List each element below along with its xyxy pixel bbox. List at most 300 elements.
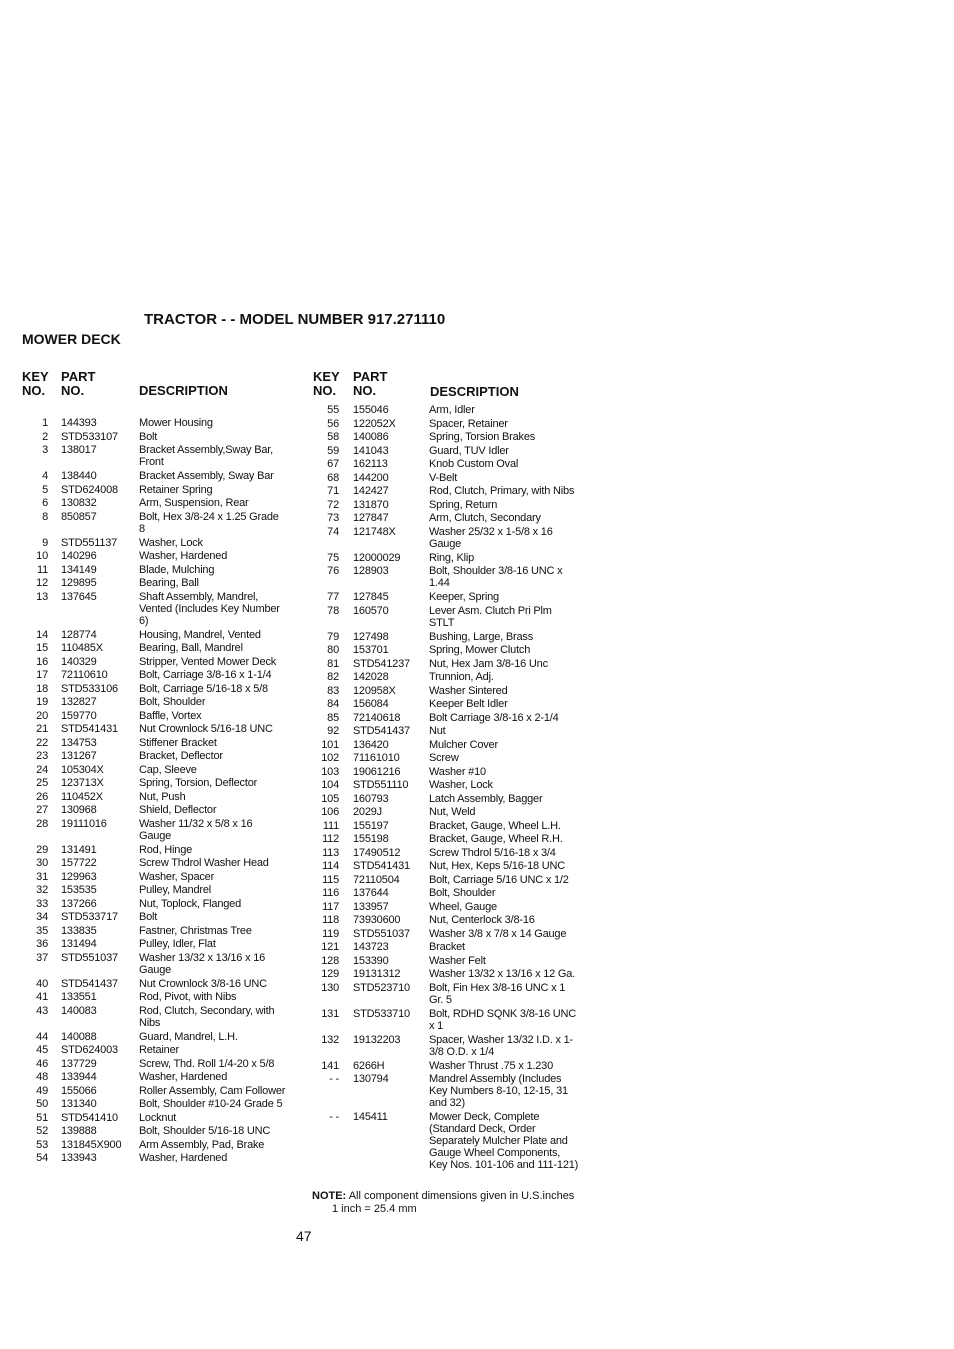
key-number: 10 [36,550,48,562]
table-row [22,952,295,977]
description-line: Washer 25/32 x 1-5/8 x 16 [429,525,553,538]
table-row [312,901,587,913]
key-number: 31 [36,870,48,883]
description [139,1085,295,1097]
table-row [312,955,587,967]
part-number: 140088 [61,1030,97,1043]
key-number: 52 [36,1125,48,1137]
part-number: 72110504 [353,873,400,886]
description-line: Washer 11/32 x 5/8 x 16 [139,817,253,830]
description-line: Wheel, Gauge [429,900,497,913]
description [139,764,295,776]
description-line: Screw Thdrol 5/16-18 x 3/4 [429,846,556,859]
description [429,779,587,791]
key-number: 16 [36,655,48,668]
table-row [312,485,587,497]
key-number: 132 [321,1033,339,1046]
description-line: Rod, Clutch, Secondary, with [139,1004,275,1017]
part-number: 128903 [353,565,389,577]
description [429,914,587,926]
table-row [312,1060,587,1072]
description-line: Washer, Hardened [139,550,228,562]
part-number: 155066 [61,1084,97,1097]
description-line: Shaft Assembly, Mandrel, [139,590,259,603]
table-row [22,1112,295,1124]
description [429,605,587,629]
key-number: 56 [327,417,339,430]
description [139,1112,295,1124]
description [429,887,587,899]
part-number: 2029J [353,806,382,818]
table-row [22,511,295,536]
table-row [22,497,295,509]
part-number: 131491 [61,843,97,856]
table-row [312,928,587,940]
table-row [22,884,295,896]
key-number: 105 [321,792,339,805]
description-line: Gauge [429,537,462,550]
description [429,445,587,457]
key-number: 12 [36,577,48,589]
part-number: STD551137 [61,536,118,549]
part-number: STD523710 [353,981,410,994]
description-line: Spring, Mower Clutch [429,644,531,656]
description-line: Nut, Weld [429,806,476,818]
description [429,860,587,872]
description [429,941,587,953]
description [429,658,587,670]
part-number: STD541237 [353,657,410,670]
table-row [312,806,587,818]
description [139,564,295,576]
description [139,470,295,482]
part-number: 138440 [61,470,97,482]
table-row [22,1152,295,1164]
table-row [22,1058,295,1070]
key-number: 78 [327,604,339,617]
description [139,1071,295,1083]
key-number: 79 [327,630,339,643]
description [429,968,587,980]
key-number: 121 [321,941,339,953]
key-number: 30 [36,857,48,869]
key-number: 37 [36,951,48,964]
description-line: Trunnion, Adj. [429,671,494,683]
table-row [22,656,295,668]
key-number: 114 [322,860,339,872]
description [139,431,295,443]
table-row [312,725,587,737]
description-line: x 1 [429,1019,444,1032]
description [139,710,295,722]
part-number: 134149 [61,563,97,576]
table-row [22,1139,295,1151]
part-number: 159770 [61,709,97,722]
description-line: 8 [139,522,145,535]
description [139,511,295,535]
key-number: 112 [322,833,339,845]
description-line: Washer 3/8 x 7/8 x 14 Gauge [429,927,567,940]
key-number: 13 [36,590,48,603]
table-row [22,737,295,749]
key-number: 28 [36,817,48,830]
key-number: 5 [42,483,48,496]
description [429,1060,587,1072]
description-line: Mower Housing [139,417,213,429]
part-number: 155198 [353,833,389,845]
part-number: 6266H [353,1059,385,1072]
description [139,669,295,681]
description-line: V-Belt [429,471,458,484]
description [429,458,587,470]
table-row [312,833,587,845]
description-line: Front [139,456,164,468]
part-number: 134753 [61,736,97,749]
description-line: Ring, Klip [429,551,475,564]
description [139,497,295,509]
key-number: 80 [327,644,339,656]
part-number: STD541431 [353,860,410,872]
description [139,1152,295,1164]
part-number: 105304X [61,763,104,776]
description-line: Fastner, Christmas Tree [139,924,252,937]
description-line: 1.44 [429,577,450,589]
description-line: Washer 13/32 x 13/16 x 12 Ga. [429,968,576,980]
description [429,955,587,967]
table-row [22,938,295,950]
description [429,793,587,805]
table-row [312,860,587,872]
note-line-1: All component dimensions given in U.S.inches [348,1190,575,1202]
table-row [22,550,295,562]
part-number: 153390 [353,954,389,967]
table-row [22,1098,295,1110]
description-line: Arm, Suspension, Rear [139,497,249,509]
table-row [22,470,295,482]
page-title: TRACTOR - - MODEL NUMBER 917.271110 [144,311,446,328]
description-line: Nut Crownlock 3/8-16 UNC [139,977,267,990]
description-line: STLT [429,616,455,629]
description-line: Housing, Mandrel, Vented [139,628,261,641]
description [429,1008,587,1032]
key-number: 59 [327,444,339,457]
part-number: 132827 [61,696,97,708]
part-number: 160793 [353,792,389,805]
description [429,820,587,832]
part-number: 129963 [61,870,97,883]
key-number: 85 [327,711,339,724]
header-key-right: KEY NO. [313,369,340,398]
description [139,591,295,627]
table-row [22,591,295,628]
description [139,577,295,589]
description [139,991,295,1003]
table-row [312,968,587,980]
description-line: Locknut [139,1111,177,1124]
part-number: STD551037 [61,951,118,964]
description [139,1031,295,1043]
description-line: Washer, Spacer [139,870,215,883]
key-number: 29 [36,843,48,856]
part-number: 131267 [61,750,97,762]
description [139,844,295,856]
description-line: Bracket Assembly,Sway Bar, [139,444,273,456]
description-line: Bolt [139,430,158,443]
key-number: 23 [36,750,48,762]
description [429,874,587,886]
part-number: 12000029 [353,551,401,564]
part-number: 145411 [353,1111,388,1123]
description-line: Nut, Toplock, Flanged [139,897,241,910]
description [139,1005,295,1029]
description [139,1139,295,1151]
table-row [22,991,295,1003]
table-row [312,605,587,630]
description-line: (Standard Deck, Order [429,1123,536,1135]
description-line: Stiffener Bracket [139,736,217,749]
part-number: STD541437 [61,977,118,990]
table-row [22,925,295,937]
table-row [312,1034,587,1059]
description [139,818,295,842]
table-row [22,431,295,443]
table-row [312,445,587,457]
description-line: Nut, Hex, Keps 5/16-18 UNC [429,860,566,872]
header-description-left: DESCRIPTION [139,383,228,398]
table-row [312,552,587,564]
description-line: Stripper, Vented Mower Deck [139,655,277,668]
description [139,898,295,910]
description [139,444,295,468]
description-line: Blade, Mulching [139,563,215,576]
key-number: 48 [36,1071,48,1083]
description [429,485,587,497]
table-row [312,752,587,764]
table-row [312,499,587,511]
key-number: 51 [36,1111,48,1124]
part-number: 131845X900 [61,1138,122,1151]
key-number: 119 [322,927,339,940]
key-number: 71 [327,485,339,497]
description-line: Vented (Includes Key Number [139,602,280,615]
key-number: 67 [327,458,339,470]
description-line: Bracket, Deflector [139,750,223,762]
description [139,871,295,883]
table-row [312,658,587,670]
description [429,565,587,589]
table-row [22,1125,295,1137]
key-number: 58 [327,431,339,443]
description [139,938,295,950]
description [139,629,295,641]
key-number: 116 [322,887,339,899]
description-line: Pulley, Idler, Flat [139,938,216,950]
header-part-right: PART NO. [353,369,388,398]
description [429,631,587,643]
description [429,552,587,564]
part-number: STD533107 [61,430,118,443]
key-number: 27 [36,804,48,816]
description-line: Keeper Belt Idler [429,698,508,710]
key-number: 72 [327,498,339,511]
table-row [312,685,587,697]
description [429,1111,587,1171]
header-description-right: DESCRIPTION [430,384,519,399]
table-row [22,723,295,735]
description [139,857,295,869]
key-number: 73 [327,512,339,524]
table-row [22,818,295,843]
description-line: Washer Thrust .75 x 1.230 [429,1059,554,1072]
part-number: 19111016 [61,817,107,830]
description-line: Mulcher Cover [429,738,498,751]
key-number: 117 [322,900,339,913]
description-line: Bracket, Gauge, Wheel R.H. [429,833,563,845]
description [139,884,295,896]
description-line: Latch Assembly, Bagger [429,792,543,805]
part-number: 19132203 [353,1033,401,1046]
description-line: Mower Deck, Complete [429,1111,540,1123]
description [429,901,587,913]
key-number: 15 [36,642,48,654]
part-number: STD624008 [61,483,118,496]
section-heading: MOWER DECK [22,331,121,347]
key-number: 18 [36,682,48,695]
description-line: Key Numbers 8-10, 12-15, 31 [429,1085,568,1097]
description-line: Screw Thdrol Washer Head [139,857,269,869]
description [429,833,587,845]
key-number: 84 [327,698,339,710]
description-line: Nut, Centerlock 3/8-16 [429,914,535,926]
key-number: 3 [42,444,48,456]
key-number: 50 [36,1098,48,1110]
table-row [312,631,587,643]
table-row [312,820,587,832]
description-line: Spring, Return [429,498,498,511]
key-number: 32 [36,884,48,896]
description-line: Nut [429,725,446,737]
key-number: 75 [327,551,339,564]
description [139,1058,295,1070]
description-line: Bolt, Carriage 3/8-16 x 1-1/4 [139,669,272,681]
description [429,847,587,859]
description-line: Bolt, Shoulder 3/8-16 UNC x [429,565,563,577]
key-number: 36 [36,938,48,950]
description [139,1125,295,1137]
key-number: 55 [327,404,339,416]
part-number: 120958X [353,684,396,697]
description-line: 6) [139,614,149,627]
key-number: 14 [36,628,48,641]
part-number: STD533717 [61,911,118,923]
key-number: 106 [321,806,339,818]
description [429,752,587,764]
table-row [312,766,587,778]
key-number: 19 [36,696,48,708]
table-row [312,779,587,791]
description [139,1098,295,1110]
key-number: 54 [36,1152,48,1164]
key-number: 103 [321,765,339,778]
part-number: 162113 [353,458,388,470]
parts-table-right [312,404,587,1173]
description [429,431,587,443]
table-row [312,565,587,590]
key-number: 49 [36,1084,48,1097]
key-number: 6 [42,497,48,509]
table-row [22,1005,295,1030]
part-number: 133943 [61,1152,97,1164]
key-number: 104 [321,779,339,791]
description-line: Bracket, Gauge, Wheel L.H. [429,819,561,832]
description-line: Bolt, Carriage 5/16-18 x 5/8 [139,682,268,695]
description [429,404,587,416]
part-number: 129895 [61,577,97,589]
part-number: 127498 [353,630,389,643]
header-part-left: PART NO. [61,369,96,398]
table-row [312,472,587,484]
description-line: Bolt, Shoulder [429,887,496,899]
part-number: 131494 [61,938,97,950]
description [139,417,295,429]
description-line: Washer, Hardened [139,1152,228,1164]
description-line: Nut Crownlock 5/16-18 UNC [139,723,273,735]
table-row [22,764,295,776]
table-row [22,629,295,641]
description-line: Lever Asm. Clutch Pri Plm [429,604,552,617]
description-line: Spacer, Retainer [429,417,508,430]
description [139,737,295,749]
table-row [22,537,295,549]
key-number: 40 [36,977,48,990]
key-number: 81 [327,657,339,670]
description-line: Knob Custom Oval [429,458,519,470]
key-number: 24 [36,763,48,776]
description [139,683,295,695]
table-row [312,1111,587,1172]
description-line: Spring, Torsion, Deflector [139,777,258,789]
part-number: 131870 [353,498,389,511]
description-line: Gauge [139,829,172,842]
part-number: 127847 [353,512,389,524]
description [429,591,587,603]
description-line: Bolt, Hex 3/8-24 x 1.25 Grade [139,510,279,523]
note-label: NOTE: [312,1190,347,1202]
key-number: 141 [321,1059,339,1072]
key-number: 53 [36,1138,48,1151]
key-number: 25 [36,777,48,789]
part-number: 72110610 [61,669,108,681]
description-line: Retainer Spring [139,483,213,496]
table-row [312,1073,587,1110]
description [139,804,295,816]
description-line: Arm, Clutch, Secondary [429,512,541,524]
description [139,952,295,976]
part-number: 137644 [353,887,389,899]
description-line: Key Nos. 101-106 and 111-121) [429,1159,579,1171]
part-number: 155046 [353,404,389,416]
table-row [22,898,295,910]
description-line: Washer, Lock [139,536,203,549]
description-line: Nut, Push [139,790,186,803]
description [429,499,587,511]
part-number: STD541410 [61,1111,118,1124]
description [429,766,587,778]
description [429,685,587,697]
table-row [312,712,587,724]
part-number: 19061216 [353,765,401,778]
description [139,484,295,496]
